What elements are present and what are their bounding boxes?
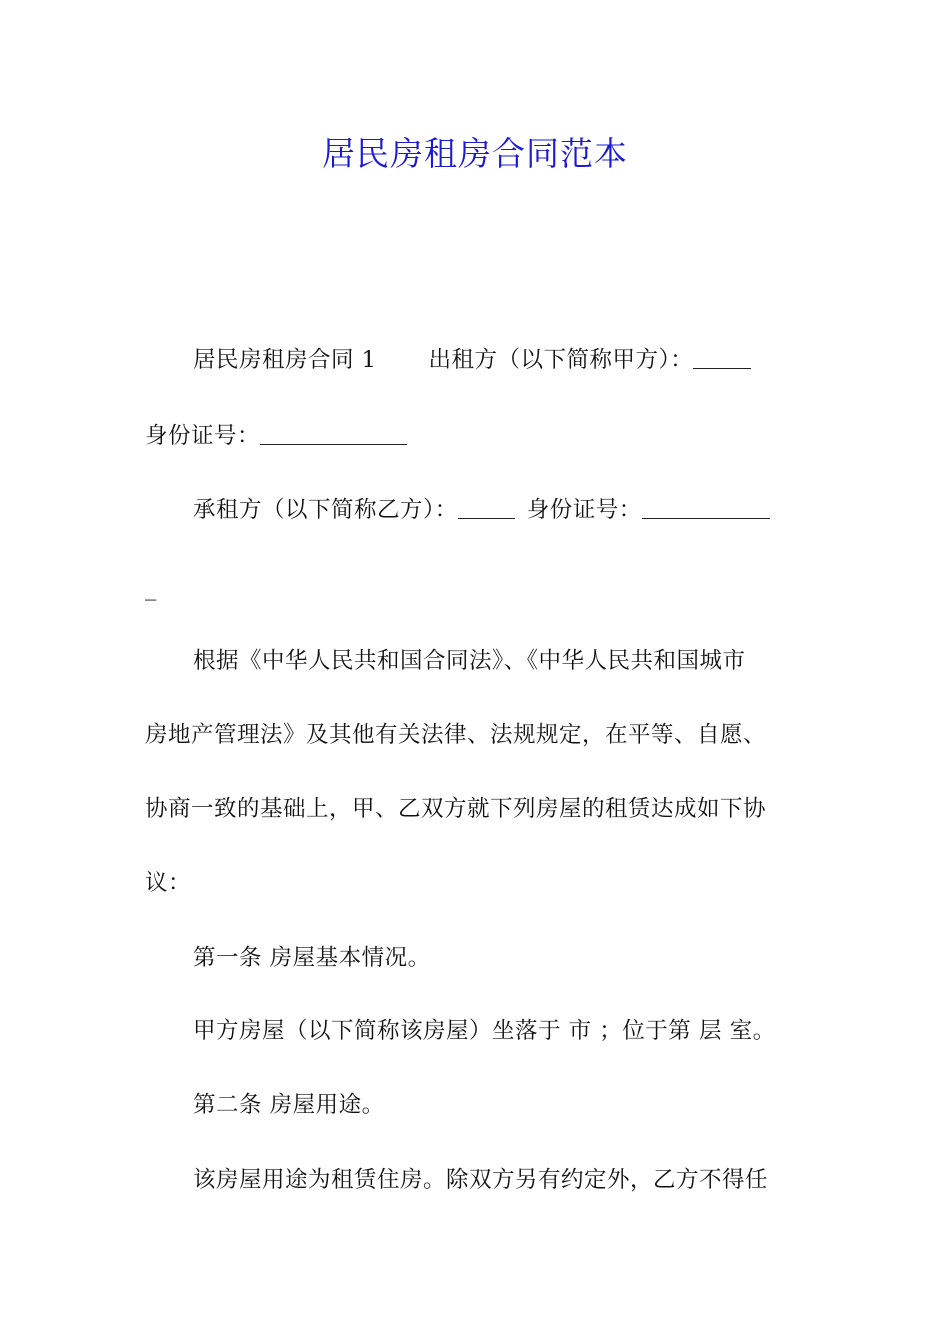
paragraph-line: 协商一致的基础上，甲、乙双方就下列房屋的租赁达成如下协 [145,796,767,822]
lessor-name-blank [693,348,751,369]
paragraph-line: 根据《中华人民共和国合同法》、《中华人民共和国城市 [193,648,746,674]
lessor-id-blank [260,424,407,445]
lessor-label: 出租方（以下简称甲方）： [428,347,694,373]
paragraph-line: 房地产管理法》及其他有关法律、法规规定，在平等、自愿、 [145,722,767,748]
article-two-heading: 第二条 房屋用途。 [193,1092,385,1118]
lessee-name-blank [458,498,515,519]
lessee-label: 承租方（以下简称乙方）： [193,497,458,523]
paragraph-line: 议： [145,870,192,896]
lessee-id-continuation: _ [145,575,157,601]
lessor-id-label: 身份证号： [145,423,261,449]
paragraph-line: 甲方房屋（以下简称该房屋）坐落于 市 ；位于第 层 室。 [193,1018,776,1044]
document-title: 居民房租房合同范本 [322,134,628,173]
contract-name: 居民房租房合同 1 [193,347,377,373]
lessor-line [193,345,810,375]
lessee-line [193,495,810,525]
article-one-heading: 第一条 房屋基本情况。 [193,945,431,971]
lessee-id-blank [642,498,770,519]
paragraph-line: 该房屋用途为租赁住房。除双方另有约定外，乙方不得任 [193,1167,769,1193]
lessee-id-label: 身份证号： [526,497,642,523]
lessor-id-line [145,421,810,451]
